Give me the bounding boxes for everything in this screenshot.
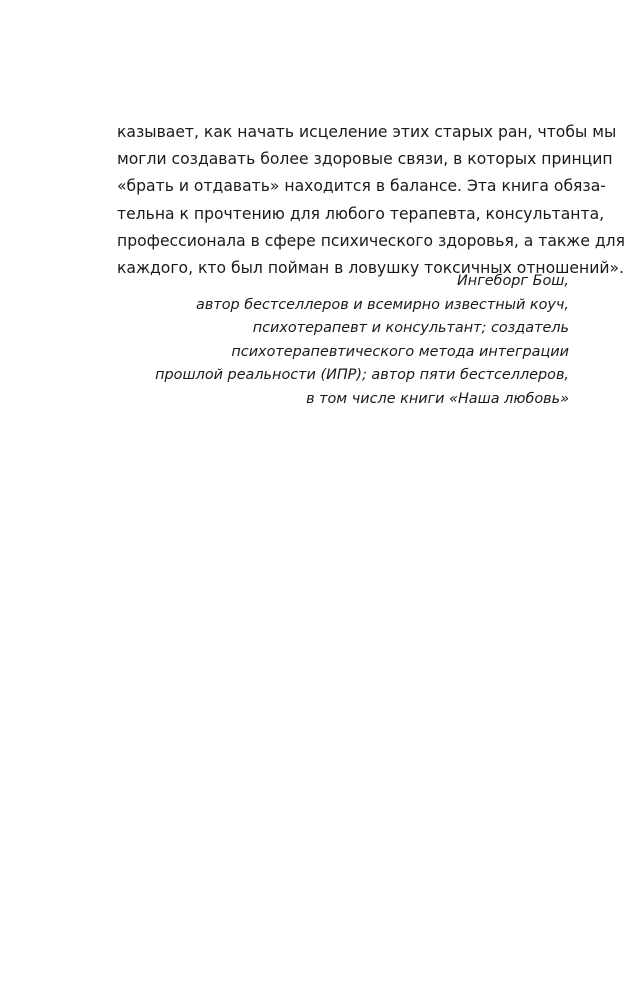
quote-line: «брать и отдавать» находится в балансе. Эта книга обяза- xyxy=(117,177,606,196)
quote-line: казывает, как начать исцеление этих старых ран, чтобы мы xyxy=(117,123,617,141)
author-credential: в том числе книги «Наша любовь» xyxy=(306,390,569,407)
quote-line: тельна к прочтению для любого терапевта, консультанта, xyxy=(117,204,605,223)
author-credential: психотерапевт и консультант; создатель xyxy=(252,320,569,337)
quote-line: каждого, кто был пойман в ловушку токсичных отношений». xyxy=(117,258,624,277)
quote-attribution xyxy=(149,270,569,412)
author-credential: психотерапевтического метода интеграции xyxy=(231,343,569,360)
quote-line: могли создавать более здоровые связи, в которых принцип xyxy=(117,150,613,169)
author-credential: прошлой реальности (ИПР); автор пяти бестселлеров, xyxy=(155,367,569,384)
author-name: Ингеборг Бош, xyxy=(457,273,569,289)
author-credential: автор бестселлеров и всемирно известный коуч, xyxy=(196,296,569,313)
quote-body xyxy=(117,119,626,282)
quote-line: профессионала в сфере психического здоровья, а также для xyxy=(117,231,626,250)
